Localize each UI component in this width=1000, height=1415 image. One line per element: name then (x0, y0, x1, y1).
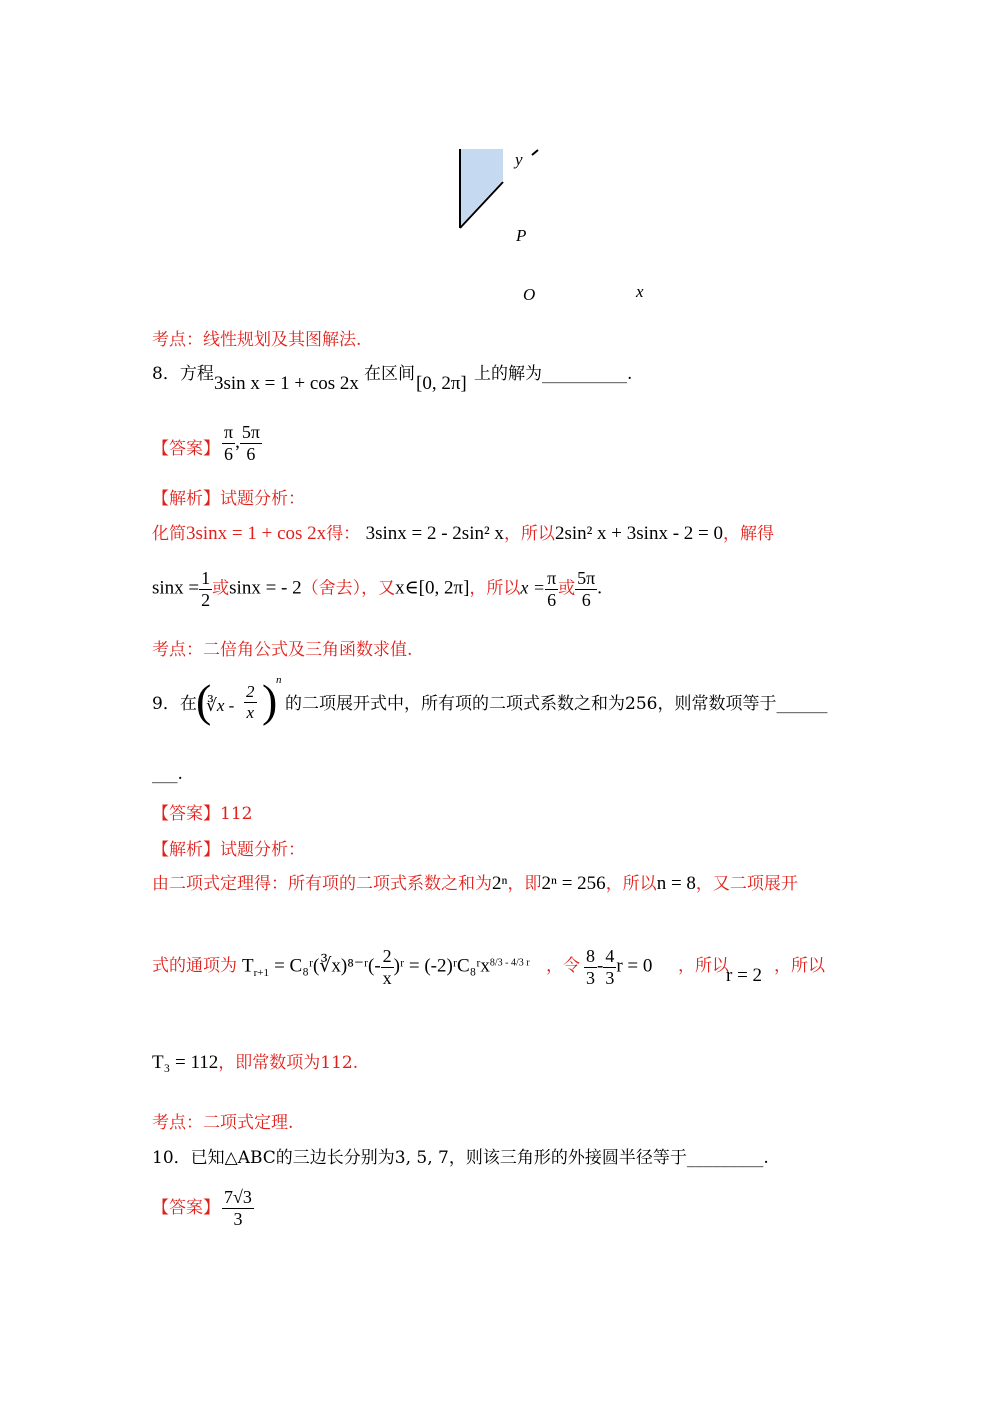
q8-line2-pi: π (547, 568, 557, 588)
q8-line2-or2: 或 (558, 578, 576, 599)
q9-binomial-expr (196, 674, 284, 734)
q9-prefix: 9．在 (152, 694, 197, 714)
q9-line2-3a: 3 (586, 967, 595, 988)
q8-ans-comma: , (235, 431, 240, 453)
y-axis-arrow-tick (532, 150, 538, 155)
q9-cont: ___. (152, 764, 183, 784)
q8-line1-eq1: 3sinx = 1 + cos 2x (186, 523, 327, 544)
q8-answer (222, 422, 262, 464)
q9-line3-text: ，即常数项为112. (218, 1053, 359, 1073)
q9-line2-fx: x (382, 967, 392, 988)
q8-line2-dot: . (597, 577, 602, 599)
q9-line1-d: ，又二项展开 (695, 874, 798, 894)
q9-line2-tail (678, 951, 729, 976)
q9-line1-n8: n = 8 (656, 873, 696, 894)
q8-line2-in: x∈[0, 2π] (395, 577, 470, 599)
q9-line2-r2: r = 2 (726, 965, 763, 986)
q8-line2-so: ，所以 (469, 578, 521, 599)
q8-interval: [0, 2π] (416, 373, 467, 394)
q9-line1-c: ，所以 (605, 874, 657, 894)
q8-ans-6b: 6 (246, 443, 256, 464)
q9-line2-ling: ，令 (546, 956, 580, 976)
q9-line3-T3: T₃ = 112 (152, 1052, 219, 1073)
q9-line2-3b: 3 (605, 967, 615, 988)
q9-line2-eq: = C₈ʳ(∛x)⁸⁻ʳ(- (274, 955, 381, 977)
q8-line2-1: 1 (201, 568, 211, 588)
q9-line2-r0: r = 0 (616, 955, 653, 977)
q9-line2-Tsub: r+1 (253, 966, 269, 979)
q9-line1-2n: 2ⁿ (492, 873, 508, 894)
q9-line2-f2: 2 (382, 946, 392, 966)
q8-ans-6a: 6 (224, 443, 234, 464)
q8-line2-2: 2 (201, 589, 211, 610)
q8-line2-x: x = (520, 577, 546, 598)
q9-line2-so: ，所以 (678, 956, 729, 976)
q8-line1-d: ，解得 (723, 524, 774, 544)
q10-answer (222, 1187, 254, 1229)
q8-line1-eq3: 2sin² x + 3sinx - 2 = 0 (554, 523, 723, 544)
q9-line2-rest (546, 951, 580, 976)
q8-line2 (152, 568, 602, 610)
q8-line1-b: 得： (326, 524, 361, 544)
q9-line1-b: ，即 (507, 874, 542, 894)
q7-kaodian: 考点：线性规划及其图解法. (152, 330, 362, 350)
q9-line2-a: 式的通项为 (152, 956, 237, 976)
q8-line2-6b: 6 (581, 589, 591, 610)
q9-paren-right: ) (262, 675, 278, 726)
q9-line2-formula (242, 946, 530, 988)
q9-line2-cond (584, 946, 652, 988)
q8-ans-5pi: 5π (241, 422, 260, 442)
figure-label-p: P (516, 226, 527, 245)
q9-expr-2: 2 (246, 682, 255, 701)
q8-line2-6a: 6 (547, 589, 557, 610)
q9-answer: 【答案】112 (152, 804, 253, 824)
figure-label-x: x (636, 282, 644, 301)
q9-line2-eq2: )ʳ = (-2)ʳC₈ʳx (393, 955, 490, 977)
q9-line2-T: T (242, 955, 254, 977)
q9-expr-frac (244, 682, 257, 722)
q8-line1 (152, 519, 774, 545)
q9-line2-minus: - (597, 955, 604, 977)
q8-ans-pi: π (224, 422, 234, 442)
q8-prefix: 8．方程 (152, 364, 214, 384)
q9-line3 (152, 1048, 358, 1074)
q8-line2-she: （舍去），又 (301, 578, 396, 599)
q10-text: 10．已知△ABC的三边长分别为3, 5, 7，则该三角形的外接圆半径等于_________. (152, 1148, 769, 1168)
q8-line2-or: 或 (212, 578, 230, 599)
q9-line2-so2: ，所以 (774, 956, 825, 976)
figure-label-y: y (515, 150, 523, 169)
q9-paren-left: ( (196, 675, 212, 726)
q9-line2-exp: 8/3 - 4/3 r (489, 957, 530, 969)
q9-kaodian: 考点：二项式定理. (152, 1113, 294, 1133)
q8-line1-a: 化简 (152, 524, 186, 544)
q9-line2-8: 8 (586, 946, 595, 966)
q8-answer-label: 【答案】 (152, 439, 220, 459)
q8-line2-eq: sinx = - 2 (229, 577, 302, 599)
q9-line1 (152, 869, 798, 895)
q8-line2-5pi: 5π (577, 568, 596, 588)
q9-line1-a: 由二项式定理得：所有项的二项式系数之和为 (152, 874, 492, 894)
q9-line2-4: 4 (605, 946, 615, 966)
q10-ans-den: 3 (233, 1208, 243, 1229)
q8-equation: 3sin x = 1 + cos 2x (214, 373, 359, 394)
figure-label-o: O (523, 285, 536, 304)
q9-jiexi: 【解析】试题分析： (152, 840, 305, 860)
q9-expr-n: n (276, 674, 282, 686)
q9-line1-eq: 2ⁿ = 256 (541, 873, 606, 894)
q10-answer-label: 【答案】 (152, 1198, 220, 1218)
q8-kaodian: 考点：二倍角公式及三角函数求值. (152, 640, 413, 660)
linear-programming-figure (440, 140, 680, 310)
q9-expr-x: x (246, 702, 255, 722)
q8-line1-eq2: 3sinx = 2 - 2sin² x (365, 523, 504, 544)
q9-suffix: 的二项展开式中，所有项的二项式系数之和为256，则常数项等于______ (285, 694, 828, 714)
q8-mid: 在区间 (364, 364, 415, 384)
q10-ans-num: 7√3 (224, 1187, 252, 1207)
q9-expr-root: ∛x - (206, 696, 235, 715)
q8-line1-c: ，所以 (503, 524, 555, 544)
q8-suffix: 上的解为__________. (474, 364, 633, 384)
q8-jiexi: 【解析】试题分析： (152, 489, 305, 509)
q8-line2-sin: sinx = (152, 577, 200, 599)
